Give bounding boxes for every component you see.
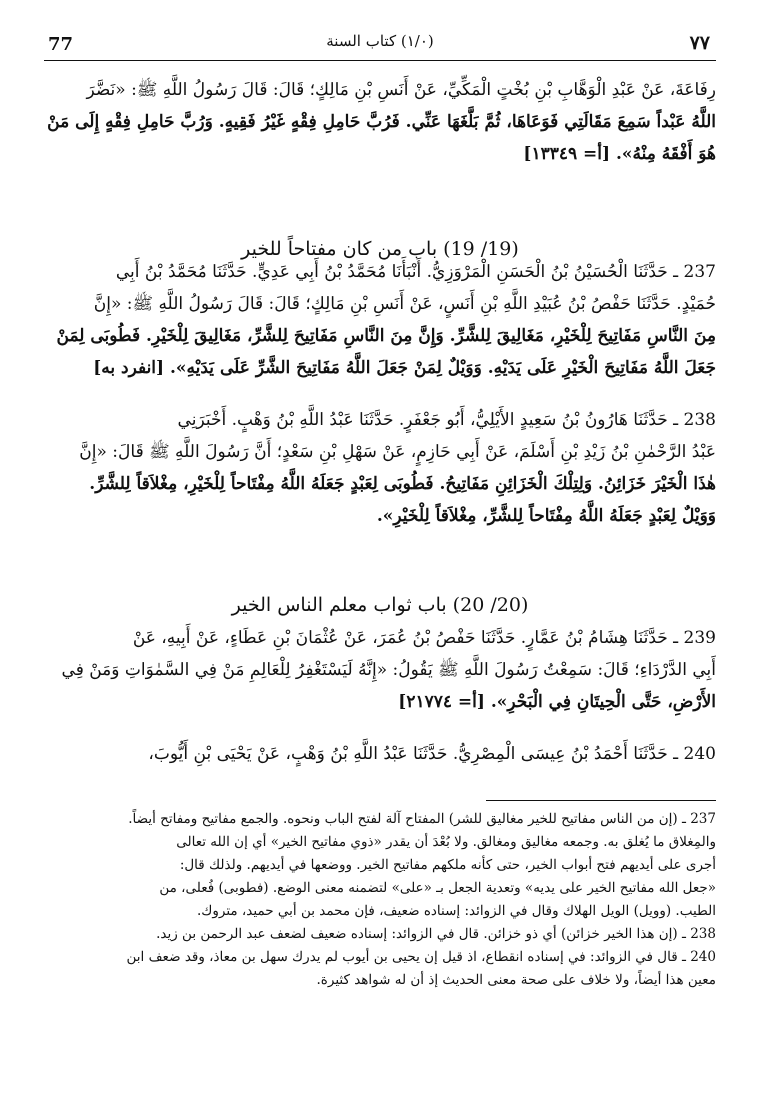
text-line: عَبْدُ الرَّحْمٰنِ بْنُ زَيْدِ بْنِ أَسْلَمَ، عَنْ أَبِي حَازِمٍ، عَنْ سَهْلِ بْنِ سَعْدٍ؛ أَنَّ رَسُولَ اللَّهِ ﷺ قَالَ: «إِنَّ <box>79 442 716 462</box>
page-number-arabic: ٧٧ <box>689 32 710 54</box>
page-number-latin: 77 <box>48 34 74 55</box>
text-line: 239 ـ حَدَّثَنَا هِشَامُ بْنُ عَمَّارٍ. حَدَّثَنَا حَفْصُ بْنُ عُمَرَ، عَنْ عُثْمَانَ بْنِ عَطَاءٍ، عَنْ أَبِيهِ، عَنْ <box>132 628 716 648</box>
text-line: اللَّهُ عَبْداً سَمِعَ مَقَالَتِي فَوَعَاهَا، ثُمَّ بَلَّغَهَا عَنِّي. فَرُبَّ حَامِلِ فِقْهٍ غَيْرُ فَقِيهٍ. وَرُبَّ حَامِلِ فِقْهٍ إِلَى مَنْ <box>47 112 716 132</box>
text-line: وَوَيْلٌ لِعَبْدٍ جَعَلَهُ اللَّهُ مِفْتَاحاً لِلشَّرِّ، مِغْلاَقاً لِلْخَيْرِ». <box>376 506 716 526</box>
footnote-line: 240 ـ قال في الزوائد: في إسناده انقطاع، اذ قيل إن يحيى بن أيوب لم يدرك سهل بن معاذ، وقد ضعف ابن <box>126 949 716 965</box>
text-line: 238 ـ حَدَّثَنَا هَارُونُ بْنُ سَعِيدٍ الأَيْلِيُّ، أَبُو جَعْفَرٍ. حَدَّثَنَا عَبْدُ اللَّهِ بْنُ وَهْبٍ. أَخْبَرَنِي <box>177 410 716 430</box>
footnote-line: «جعل الله مفاتيح الخير على يديه» وتعدية الجعل بـ «على» لتضمنه معنى الوضع. (فطوبى) فُعلى، من <box>159 880 716 896</box>
chapter-heading-19: (19/ 19) باب من كان مفتاحاً للخير <box>241 238 519 260</box>
hadith-240 <box>44 738 716 770</box>
header-rule <box>44 60 716 61</box>
text-line: الأَرْضِ، حَتَّى الْحِيتَانِ فِي الْبَحْرِ». [أ= ٢١٧٧٤] <box>398 692 716 712</box>
hadith-239 <box>44 622 716 718</box>
text-line: رِفَاعَةَ، عَنْ عَبْدِ الْوَهَّابِ بْنِ بُخْتٍ الْمَكِّيِّ، عَنْ أَنَسِ بْنِ مَالِكٍ؛ قَالَ: قَالَ رَسُولُ اللَّهِ ﷺ: «نَضَّرَ <box>86 80 716 100</box>
text-line: 237 ـ حَدَّثَنَا الْحُسَيْنُ بْنُ الْحَسَنِ الْمَرْوَزِيُّ. أَنْبَأَنَا مُحَمَّدُ بْنُ أَبِي عَدِيٍّ. حَدَّثَنَا مُحَمَّدُ بْنُ أَبِي <box>115 262 716 282</box>
page-header <box>44 28 716 58</box>
footnote-line: 238 ـ (إن هذا الخير خزائن) أي ذو خزائن. قال في الزوائد: إسناده ضعيف لضعف عبد الرحمن بن زيد. <box>156 926 716 942</box>
text-line: هُوَ أَفْقَهُ مِنْهُ». [أ= ١٣٣٤٩] <box>523 144 716 164</box>
footnote-line: أجرى على أيديهم فتح أبواب الخير، حتى كأنه ملكهم مفاتيح الخير. ووضعها في أيديهم. ولذلك قال: <box>179 857 716 873</box>
text-line: جَعَلَ اللَّهُ مَفَاتِيحَ الْخَيْرِ عَلَى يَدَيْهِ. وَوَيْلٌ لِمَنْ جَعَلَ اللَّهُ مَفَاتِيحَ الشَّرِّ عَلَى يَدَيْهِ». [انفرد به] <box>93 358 716 378</box>
chapter-heading-20: (20/ 20) باب ثواب معلم الناس الخير <box>231 594 529 616</box>
footnote-line: الطيب. (وويل) الويل الهلاك وقال في الزوائد: إسناده ضعيف، فإن محمد بن أبي حميد، متروك. <box>196 903 716 919</box>
footnotes <box>44 808 716 992</box>
text-line: هٰذَا الْخَيْرَ خَزَائِنُ. وَلِتِلْكَ الْخَزَائِنِ مَفَاتِيحُ. فَطُوبَى لِعَبْدٍ جَعَلَهُ اللَّهُ مِفْتَاحاً لِلْخَيْرِ، مِغْلاَقاً لِلشَّرِّ. <box>89 474 716 494</box>
text-line: أَبِي الدَّرْدَاءِ؛ قَالَ: سَمِعْتُ رَسُولَ اللَّهِ ﷺ يَقُولُ: «إِنَّهُ لَيَسْتَغْفِرُ لِلْعَالِمِ مَنْ فِي السَّمٰوَاتِ وَمَنْ فِي <box>61 660 716 680</box>
running-title: (١/٠) كتاب السنة <box>326 32 434 50</box>
text-line: مِنَ النَّاسِ مَفَاتِيحَ لِلْخَيْرِ، مَغَالِيقَ لِلشَّرِّ. وَإِنَّ مِنَ النَّاسِ مَفَاتِيحَ لِلشَّرِّ، مَغَالِيقَ لِلْخَيْرِ. فَطُوبَى لِمَنْ <box>56 326 716 346</box>
hadith-238 <box>44 404 716 532</box>
intro-paragraph <box>44 74 716 170</box>
hadith-237 <box>44 256 716 384</box>
footnote-line: والمِغلاق ما يُغلق به. وجمعه مغاليق ومغالق. ولا بُعْدَ أن يقدر «ذوي مفاتيح الخير» أي إن الله تعالى <box>176 834 716 850</box>
text-line: حُمَيْدٍ. حَدَّثَنَا حَفْصُ بْنُ عُبَيْدِ اللَّهِ بْنِ أَنَسٍ، عَنْ أَنَسِ بْنِ مَالِكٍ؛ قَالَ: قَالَ رَسُولُ اللَّهِ ﷺ: «إِنَّ <box>93 294 716 314</box>
footnote-line: معين هذا أيضاً، ولا خلاف على صحة معنى الحديث إذ أن له شواهد كثيرة. <box>316 972 716 988</box>
footnote-line: 237 ـ (إن من الناس مفاتيح للخير مغاليق للشر) المفتاح آلة لفتح الباب ونحوه. والجمع مفاتيح ومفاتح أيضاً. <box>128 811 716 827</box>
text-line: 240 ـ حَدَّثَنَا أَحْمَدُ بْنُ عِيسَى الْمِصْرِيُّ. حَدَّثَنَا عَبْدُ اللَّهِ بْنُ وَهْبٍ، عَنْ يَحْيَى بْنِ أَيُّوبَ، <box>148 744 716 764</box>
footnote-separator <box>486 800 716 801</box>
